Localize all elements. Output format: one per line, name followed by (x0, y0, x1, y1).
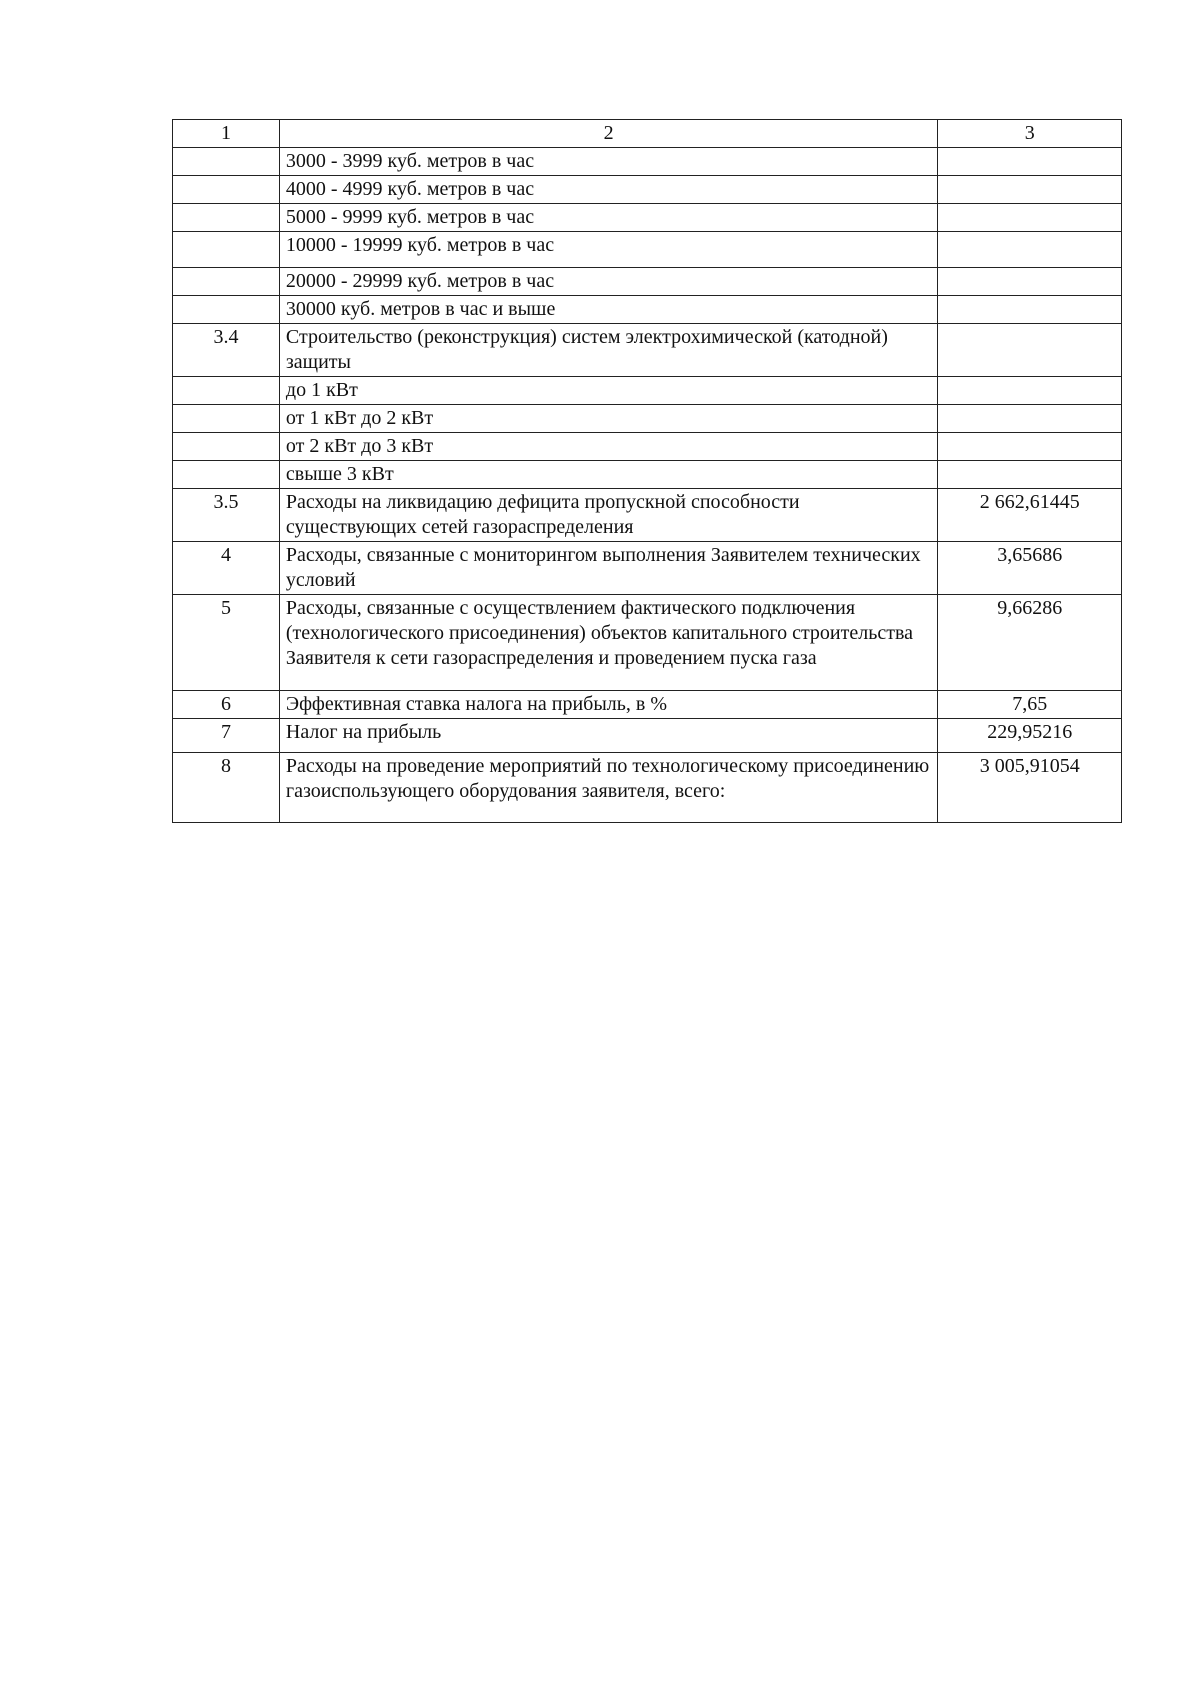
table-row (173, 753, 1122, 823)
row-value-cell: 7,65 (938, 691, 1122, 719)
table-row (173, 405, 1122, 433)
table-row (173, 489, 1122, 542)
row-value-cell (938, 324, 1122, 377)
row-description-cell: Расходы на проведение мероприятий по технологическому присоединению газоиспользующего оборудования заявителя, всего: (279, 753, 938, 823)
row-number-cell: 7 (173, 719, 280, 753)
row-number-cell: 3.5 (173, 489, 280, 542)
row-description-cell: от 1 кВт до 2 кВт (279, 405, 938, 433)
table-row (173, 377, 1122, 405)
row-description-cell: Расходы, связанные с осуществлением фактического подключения (технологического присоединения) объектов капитального строительства Заявителя к сети газораспределения и проведением пуска газа (279, 595, 938, 691)
row-value-cell: 3,65686 (938, 542, 1122, 595)
row-value-cell: 3 005,91054 (938, 753, 1122, 823)
row-description-cell: Расходы, связанные с мониторингом выполнения Заявителем технических условий (279, 542, 938, 595)
row-description-cell: Строительство (реконструкция) систем электрохимической (катодной) защиты (279, 324, 938, 377)
row-value-cell (938, 232, 1122, 268)
row-value-cell (938, 461, 1122, 489)
row-description-cell: Эффективная ставка налога на прибыль, в % (279, 691, 938, 719)
row-number-cell (173, 204, 280, 232)
cost-table (172, 119, 1122, 823)
row-description-cell: 10000 - 19999 куб. метров в час (279, 232, 938, 268)
table-row (173, 433, 1122, 461)
table-row (173, 691, 1122, 719)
table-row (173, 324, 1122, 377)
row-description-cell: от 2 кВт до 3 кВт (279, 433, 938, 461)
row-number-cell (173, 405, 280, 433)
row-value-cell (938, 405, 1122, 433)
table-row (173, 719, 1122, 753)
row-number-cell (173, 461, 280, 489)
row-value-cell (938, 176, 1122, 204)
row-value-cell (938, 296, 1122, 324)
row-description-cell: 30000 куб. метров в час и выше (279, 296, 938, 324)
row-description-cell: 20000 - 29999 куб. метров в час (279, 268, 938, 296)
header-col-2: 2 (279, 120, 938, 148)
row-description-cell: до 1 кВт (279, 377, 938, 405)
row-value-cell (938, 204, 1122, 232)
row-number-cell (173, 296, 280, 324)
row-description-cell: 4000 - 4999 куб. метров в час (279, 176, 938, 204)
table-row (173, 148, 1122, 176)
row-number-cell: 3.4 (173, 324, 280, 377)
row-value-cell (938, 433, 1122, 461)
row-number-cell (173, 148, 280, 176)
row-number-cell (173, 176, 280, 204)
header-col-3: 3 (938, 120, 1122, 148)
row-description-cell: Расходы на ликвидацию дефицита пропускной способности существующих сетей газораспределения (279, 489, 938, 542)
table-row (173, 176, 1122, 204)
row-number-cell: 8 (173, 753, 280, 823)
table-header-row (173, 120, 1122, 148)
table-row (173, 461, 1122, 489)
table-row (173, 204, 1122, 232)
row-value-cell: 229,95216 (938, 719, 1122, 753)
header-col-1: 1 (173, 120, 280, 148)
table-row (173, 595, 1122, 691)
row-value-cell (938, 268, 1122, 296)
table-row (173, 268, 1122, 296)
row-number-cell (173, 232, 280, 268)
row-description-cell: 3000 - 3999 куб. метров в час (279, 148, 938, 176)
row-description-cell: 5000 - 9999 куб. метров в час (279, 204, 938, 232)
table-row (173, 296, 1122, 324)
row-description-cell: Налог на прибыль (279, 719, 938, 753)
table-row (173, 542, 1122, 595)
row-number-cell: 5 (173, 595, 280, 691)
row-value-cell (938, 377, 1122, 405)
table-row (173, 232, 1122, 268)
row-value-cell (938, 148, 1122, 176)
row-description-cell: свыше 3 кВт (279, 461, 938, 489)
row-number-cell: 6 (173, 691, 280, 719)
row-number-cell (173, 268, 280, 296)
row-number-cell (173, 433, 280, 461)
row-number-cell (173, 377, 280, 405)
row-value-cell: 9,66286 (938, 595, 1122, 691)
cost-table-body (173, 120, 1122, 823)
row-value-cell: 2 662,61445 (938, 489, 1122, 542)
row-number-cell: 4 (173, 542, 280, 595)
